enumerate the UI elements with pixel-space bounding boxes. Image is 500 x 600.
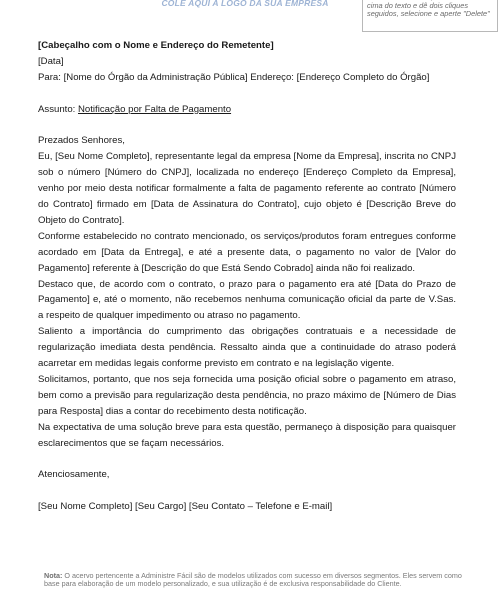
subject-line [38, 102, 456, 118]
paragraph: Conforme estabelecido no contrato mencionado, os serviços/produtos foram entregues conforme acordado em [Data da Entrega], e até a presente data, o pagamento no valor de [Valor do Pagamento] referente à [Descrição do que Está Sendo Cobrado] ainda não foi realizado. [38, 230, 456, 274]
note-label: Nota: [44, 571, 63, 580]
letter-date: [Data] [38, 55, 64, 67]
paragraph: Eu, [Seu Nome Completo], representante legal da empresa [Nome da Empresa], inscrita no CNPJ sob o número [Número do CNPJ], localizada no endereço [Endereço Completo da Empresa], venho por meio desta notificar formalmente a falta de pagamento referente ao contrato [Número do Contrato] firmado em [Data de Assinatura do Contrato], cujo objeto é [Descrição Breve do Objeto do Contrato]. [38, 151, 456, 226]
footer-note [44, 572, 464, 589]
subject-text: Notificação por Falta de Pagamento [78, 103, 232, 115]
letter-body [38, 38, 456, 515]
paragraph: Destaco que, de acordo com o contrato, o prazo para o pagamento era até [Data do Prazo de Pagamento] e, até o momento, não recebemos nenhuma comunicação oficial da parte de V.Sas. a respeito de qualquer impedimento ou atraso no pagamento. [38, 278, 456, 322]
paragraph: Saliento a importância do cumprimento das obrigações contratuais e a necessidade de regularização imediata desta pendência. Ressalto ainda que a continuidade do atraso poderá acarretar em medidas legais conforme previsto em contrato e na legislação vigente. [38, 326, 456, 370]
paragraph: Na expectativa de uma solução breve para esta questão, permaneço à disposição para quaisquer esclarecimentos que se façam necessários. [38, 421, 456, 449]
salutation: Prezados Senhores, [38, 135, 125, 147]
recipient: Para: [Nome do Órgão da Administração Pública] Endereço: [Endereço Completo do Órgão] [38, 71, 430, 83]
note-text: O acervo pertencente a Administre Fácil são de modelos utilizados com sucesso em diversos segmentos. Eles servem como base para elaboração de um modelo personalizado, e sua utilização é de exclusiva responsabilidade do Cliente. [44, 571, 462, 589]
subject-label: Assunto: [38, 103, 78, 115]
logo-placeholder: COLE AQUI A LOGO DA SUA EMPRESA [161, 0, 329, 8]
closing: Atenciosamente, [38, 469, 110, 481]
instructions-box [362, 0, 498, 32]
instructions-text: cima do texto e dê dois cliques seguidos, selecione e aperte "Delete" [367, 0, 490, 19]
sender-header: [Cabeçalho com o Nome e Endereço do Remetente] [38, 40, 274, 51]
signature-line: [Seu Nome Completo] [Seu Cargo] [Seu Contato – Telefone e E-mail] [38, 501, 333, 513]
paragraph: Solicitamos, portanto, que nos seja fornecida uma posição oficial sobre o pagamento em atraso, bem como a previsão para regularização desta pendência, no prazo máximo de [Número de Dias para Resposta] dias a contar do recebimento desta notificação. [38, 374, 456, 417]
